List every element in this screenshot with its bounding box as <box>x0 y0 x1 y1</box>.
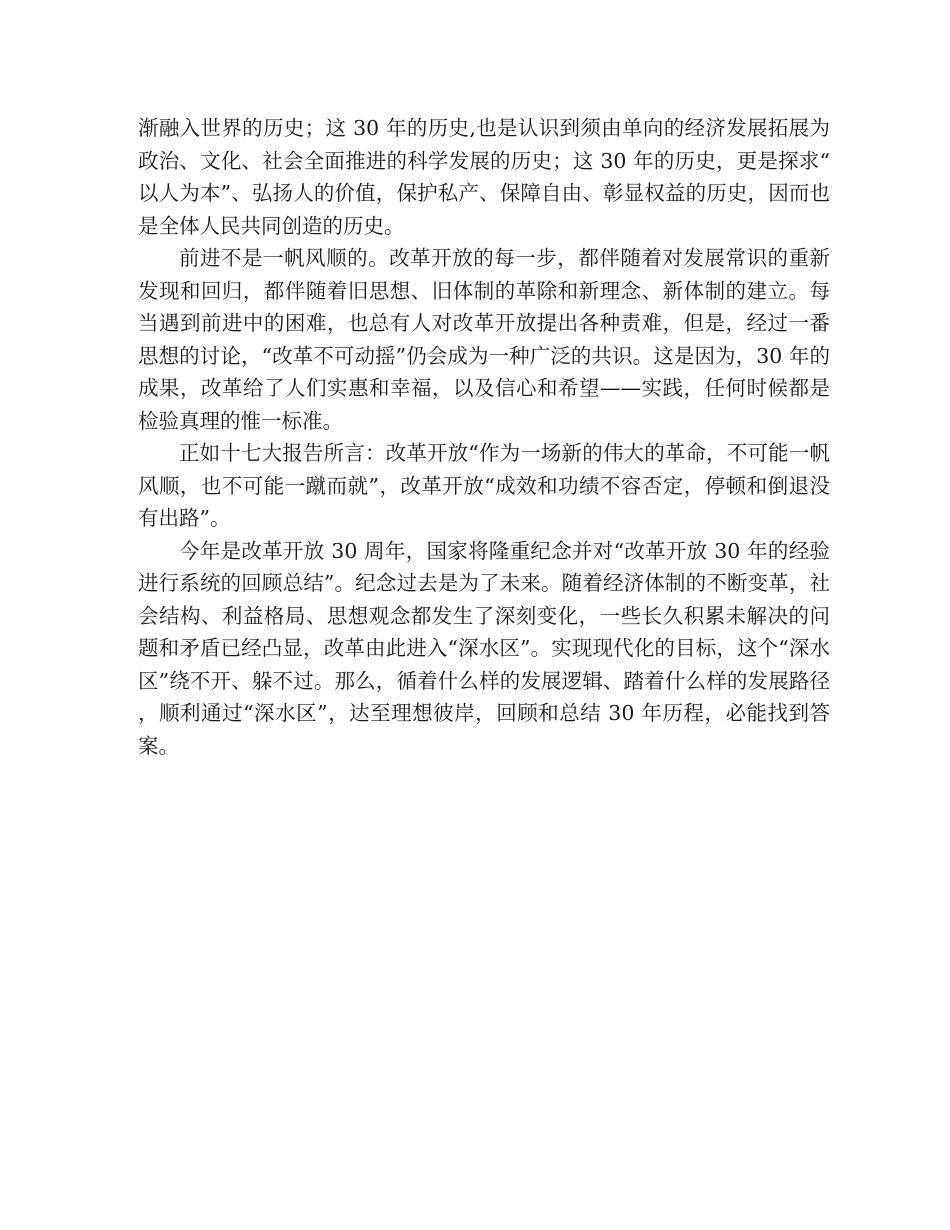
article-body <box>138 112 830 762</box>
paragraph-3: 正如十七大报告所言：改革开放“作为一场新的伟大的革命，不可能一帆风顺，也不可能一蹴而就”，改革开放“成效和功绩不容否定，停顿和倒退没有出路”。 <box>138 441 830 530</box>
paragraph-2: 前进不是一帆风顺的。改革开放的每一步，都伴随着对发展常识的重新发现和回归，都伴随着旧思想、旧体制的革除和新理念、新体制的建立。每当遇到前进中的困难，也总有人对改革开放提出各种责难，但是，经过一番思想的讨论，“改革不可动摇”仍会成为一种广泛的共识。这是因为，30 年的成果，改革给了人们实惠和幸福，以及信心和希望——实践，任何时候都是检验真理的惟一标准。 <box>138 246 830 433</box>
paragraph-4: 今年是改革开放 30 周年，国家将隆重纪念并对“改革开放 30 年的经验进行系统的回顾总结”。纪念过去是为了未来。随着经济体制的不断变革，社会结构、利益格局、思想观念都发生了深刻变化，一些长久积累未解决的问题和矛盾已经凸显，改革由此进入“深水区”。实现现代化的目标，这个“深水区”绕不开、躲不过。那么，循着什么样的发展逻辑、踏着什么样的发展路径，顺利通过“深水区”，达至理想彼岸，回顾和总结 30 年历程，必能找到答案。 <box>138 538 830 758</box>
paragraph-1: 渐融入世界的历史；这 30 年的历史,也是认识到须由单向的经济发展拓展为政治、文化、社会全面推进的科学发展的历史；这 30 年的历史，更是探求“以人为本”、弘扬人的价值，保护私产、保障自由、彰显权益的历史，因而也是全体人民共同创造的历史。 <box>138 116 830 238</box>
